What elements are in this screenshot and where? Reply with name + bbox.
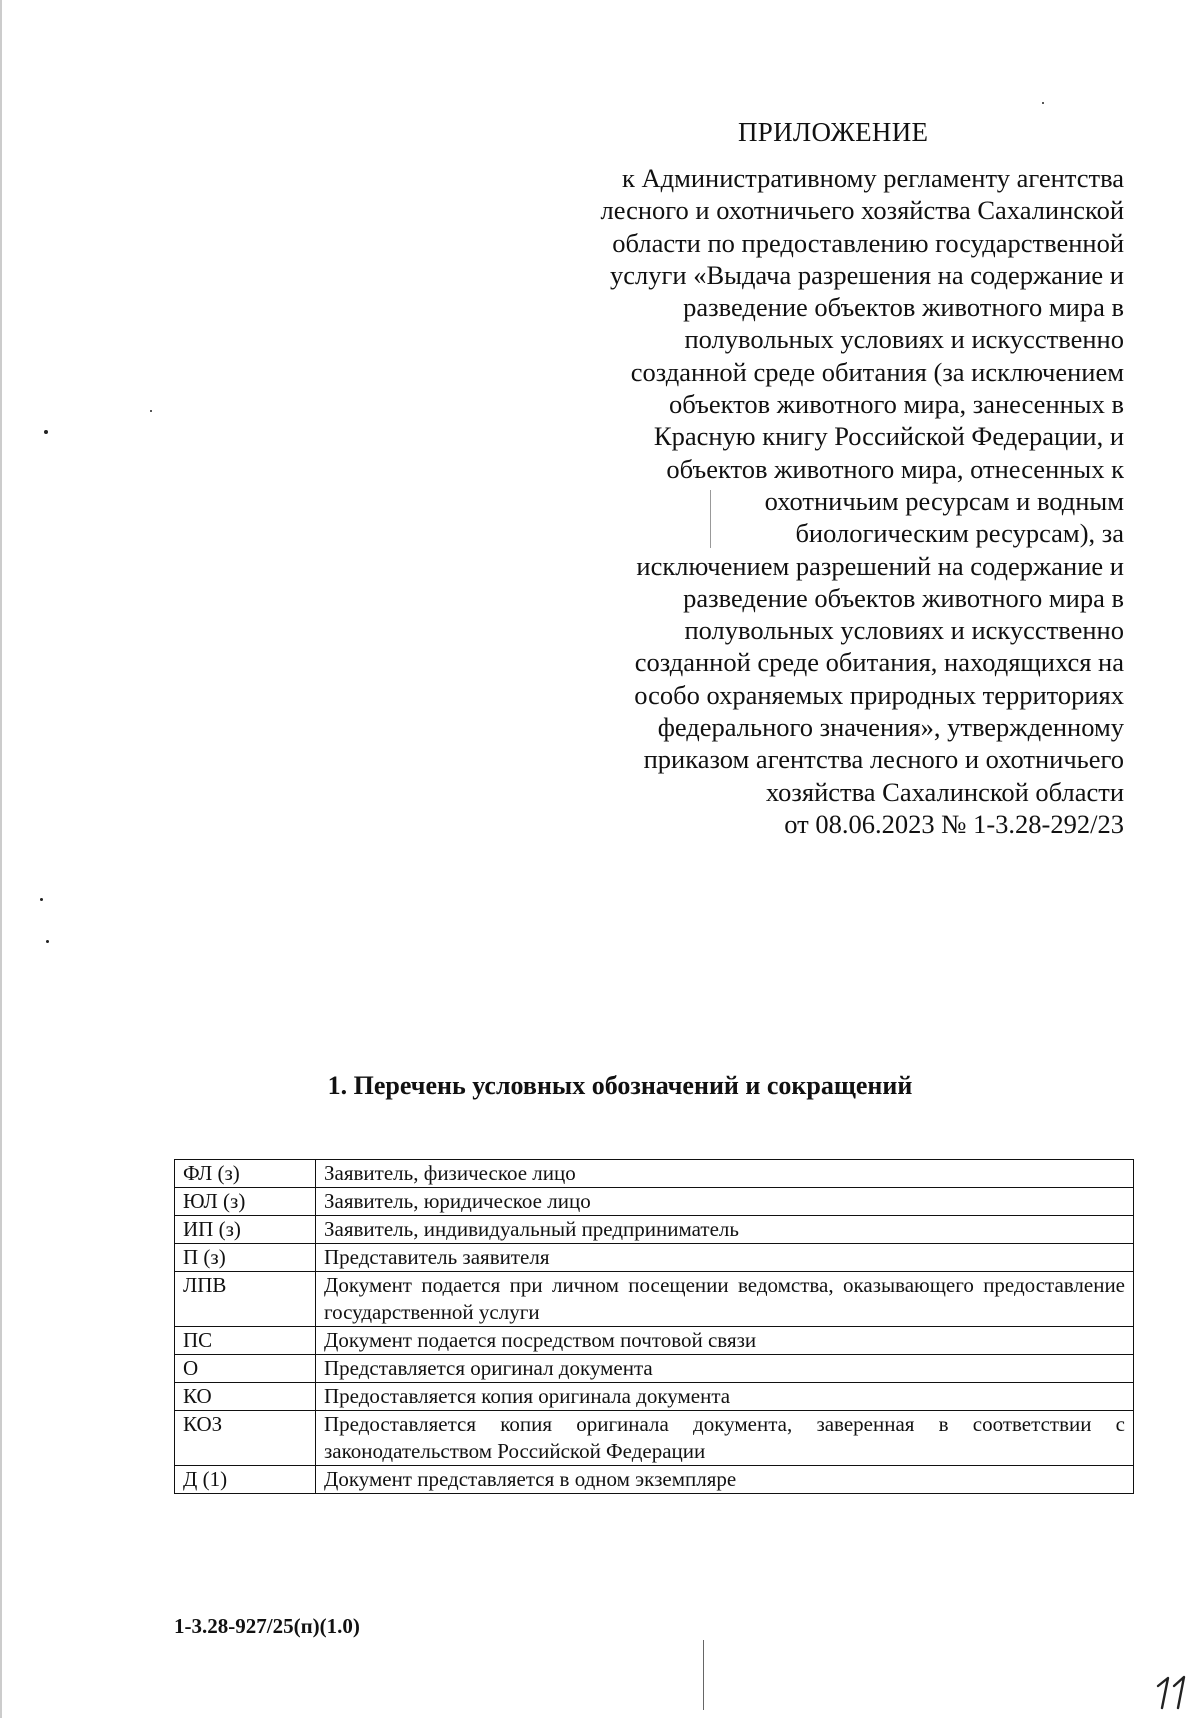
abbreviation-description: Предоставляется копия оригинала документа [316, 1383, 1134, 1411]
scan-speck [150, 410, 152, 412]
abbreviation-description: Документ представляется в одном экземпляре [316, 1466, 1134, 1494]
appendix-line: объектов животного мира, занесенных в [669, 389, 1124, 420]
appendix-line: созданной среде обитания (за исключением [630, 356, 1124, 387]
appendix-line: от 08.06.2023 № 1-3.28-292/23 [784, 808, 1124, 839]
abbreviation-code: ЛПВ [175, 1272, 316, 1327]
abbreviation-code: ПС [175, 1327, 316, 1355]
section-title: 1. Перечень условных обозначений и сокращений [327, 1071, 913, 1100]
scan-speck [1042, 102, 1044, 104]
abbreviation-code: ЮЛ (з) [175, 1188, 316, 1216]
scan-speck [44, 430, 48, 434]
scan-margin-line [0, 0, 2, 1718]
abbreviation-code: ФЛ (з) [175, 1160, 316, 1188]
abbreviation-code: ИП (з) [175, 1216, 316, 1244]
appendix-line: созданной среде обитания, находящихся на [634, 647, 1124, 678]
appendix-line: Красную книгу Российской Федерации, и [653, 421, 1124, 452]
handwritten-page-number-icon [1152, 1672, 1196, 1712]
abbreviation-description: Документ подается посредством почтовой связи [316, 1327, 1134, 1355]
appendix-line: федерального значения», утвержденному [657, 712, 1124, 743]
abbreviation-code: П (з) [175, 1244, 316, 1272]
table-row [175, 1188, 1134, 1216]
table-row [175, 1216, 1134, 1244]
document-code: 1-3.28-927/25(п)(1.0) [174, 1614, 360, 1638]
abbreviation-description: Заявитель, юридическое лицо [316, 1188, 1134, 1216]
table-row [175, 1466, 1134, 1494]
appendix-line: услуги «Выдача разрешения на содержание и [610, 259, 1124, 290]
scan-fold-line [703, 1640, 704, 1710]
appendix-line: к Административному регламенту агентства [621, 163, 1124, 193]
appendix-line: исключением разрешений на содержание и [636, 550, 1124, 581]
table-row [175, 1411, 1134, 1466]
appendix-line: полувольных условиях и искусственно [684, 324, 1124, 355]
abbreviation-code: КОЗ [175, 1411, 316, 1466]
appendix-line: объектов животного мира, отнесенных к [666, 453, 1124, 484]
abbreviation-description: Предоставляется копия оригинала документа, заверенная в соответствии с законодательством Российской Федерации [316, 1411, 1134, 1466]
abbreviation-description: Документ подается при личном посещении ведомства, оказывающего предоставление государственной услуги [316, 1272, 1134, 1327]
appendix-line: хозяйства Сахалинской области [765, 776, 1124, 807]
abbreviation-code: КО [175, 1383, 316, 1411]
abbreviation-description: Заявитель, физическое лицо [316, 1160, 1134, 1188]
appendix-line: разведение объектов животного мира в [683, 292, 1124, 323]
appendix-line: полувольных условиях и искусственно [684, 615, 1124, 646]
scan-speck [40, 898, 43, 901]
table-row [175, 1327, 1134, 1355]
table-row [175, 1383, 1134, 1411]
table-row [175, 1272, 1134, 1327]
appendix-line: особо охраняемых природных территориях [634, 679, 1124, 710]
appendix-line: охотничьим ресурсам и водным [764, 485, 1124, 516]
table-row [175, 1244, 1134, 1272]
abbreviation-code: Д (1) [175, 1466, 316, 1494]
appendix-title: ПРИЛОЖЕНИЕ [738, 117, 929, 147]
table-row [175, 1355, 1134, 1383]
scan-speck [46, 940, 49, 943]
abbreviations-table [174, 1159, 1134, 1494]
appendix-line: разведение объектов животного мира в [683, 582, 1124, 613]
abbreviation-description: Заявитель, индивидуальный предприниматель [316, 1216, 1134, 1244]
table-row [175, 1160, 1134, 1188]
abbreviation-code: О [175, 1355, 316, 1383]
appendix-line: области по предоставлению государственной [612, 227, 1124, 258]
appendix-line: лесного и охотничьего хозяйства Сахалинской [600, 195, 1124, 226]
appendix-reference [424, 162, 1124, 840]
appendix-line: биологическим ресурсам), за [795, 518, 1124, 549]
abbreviation-description: Представитель заявителя [316, 1244, 1134, 1272]
abbreviation-description: Представляется оригинал документа [316, 1355, 1134, 1383]
appendix-line: приказом агентства лесного и охотничьего [643, 744, 1124, 775]
